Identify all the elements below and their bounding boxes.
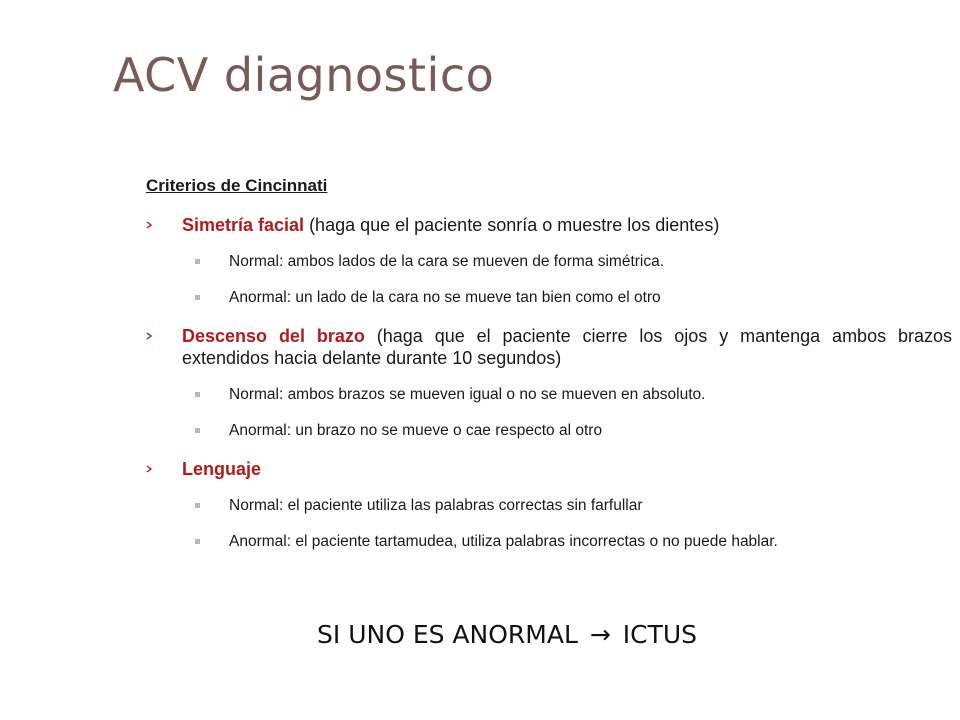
criteria-content [146, 176, 952, 552]
criteria-subtitle: Criterios de Cincinnati [146, 176, 328, 195]
criterion-item [146, 288, 952, 308]
criterion-description: (haga que el paciente cierre los ojos y mantenga ambos brazos extendidos hacia delante durante 10 segundos) [182, 326, 953, 368]
arrow-bullet-icon [146, 465, 154, 473]
square-bullet-icon [195, 539, 200, 544]
arrow-bullet-icon [146, 221, 154, 229]
criterion-item-text: Normal: el paciente utiliza las palabras correctas sin farfullar [229, 497, 643, 514]
criterion-item-text: Normal: ambos brazos se mueven igual o no se mueven en absoluto. [229, 386, 706, 403]
criterion-item-text: Normal: ambos lados de la cara se mueven de forma simétrica. [229, 253, 665, 270]
criterion-item [146, 421, 952, 441]
square-bullet-icon [195, 392, 200, 397]
criterion-item [146, 385, 952, 405]
criterion-item-text: Anormal: un brazo no se mueve o cae respecto al otro [229, 422, 603, 439]
arrow-bullet-icon [146, 332, 154, 340]
right-arrow-icon: → [589, 620, 611, 649]
conclusion-right: ICTUS [622, 620, 698, 649]
criterion-item-text: Anormal: el paciente tartamudea, utiliza palabras incorrectas o no puede hablar. [229, 533, 778, 550]
square-bullet-icon [195, 503, 200, 508]
square-bullet-icon [195, 295, 200, 300]
criterion-facial-symmetry [146, 214, 952, 236]
slide-title: ACV diagnostico [113, 48, 495, 102]
criterion-description: (haga que el paciente sonría o muestre los dientes) [304, 215, 720, 235]
criterion-item [146, 252, 952, 272]
criterion-label: Lenguaje [182, 459, 262, 479]
square-bullet-icon [195, 428, 200, 433]
criterion-item [146, 496, 952, 516]
criterion-item-text: Anormal: un lado de la cara no se mueve tan bien como el otro [229, 289, 661, 306]
conclusion [317, 620, 697, 649]
criterion-label: Descenso del brazo [182, 326, 365, 346]
criterion-label: Simetría facial [182, 215, 305, 235]
criterion-speech [146, 458, 952, 480]
square-bullet-icon [195, 259, 200, 264]
criterion-arm-drift [146, 325, 952, 369]
conclusion-left: SI UNO ES ANORMAL [317, 620, 578, 649]
criterion-item [146, 532, 952, 552]
